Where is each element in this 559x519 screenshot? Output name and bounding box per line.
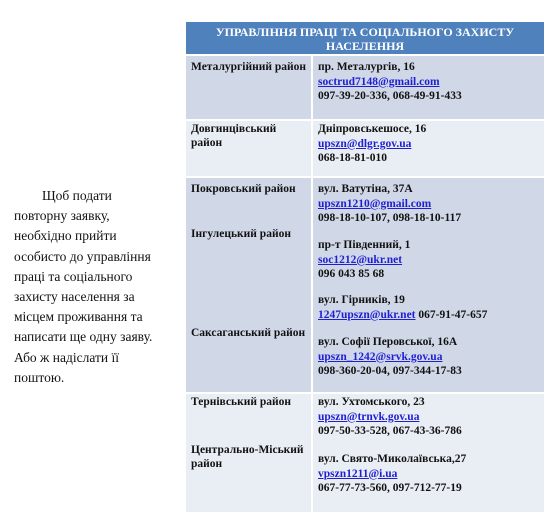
intro-line: праці та соціального bbox=[14, 268, 133, 284]
intro-text bbox=[14, 186, 172, 388]
office-address: пр. Металургів, 16 soctrud7148@gmail.com 097-39-20-336, 068-49-91-433 bbox=[318, 61, 462, 103]
intro-line: написати ще одну заяву. bbox=[14, 329, 153, 345]
intro-line: захисту населення за bbox=[14, 289, 135, 305]
office-address: пр-т Південний, 1 soc1212@ukr.net 096 043 85 68 bbox=[318, 239, 411, 281]
table-header: УПРАВЛІННЯ ПРАЦІ ТА СОЦІАЛЬНОГО ЗАХИСТУ НАСЕЛЕННЯ bbox=[186, 22, 544, 56]
district-name: Покровський район bbox=[191, 183, 296, 195]
intro-line: Щоб подати bbox=[42, 188, 112, 203]
office-address: Дніпровськешосе, 16 upszn@dlgr.gov.ua 068-18-81-010 bbox=[318, 123, 427, 165]
intro-line: Або ж надіслати її bbox=[14, 349, 119, 365]
intro-line: повторну заявку, bbox=[14, 208, 110, 224]
email-link[interactable]: soctrud7148@gmail.com bbox=[318, 75, 440, 88]
district-name: Інгулецький район bbox=[191, 228, 291, 240]
district-name: Металургійний район bbox=[191, 61, 306, 73]
intro-line: поштою. bbox=[14, 369, 65, 385]
email-link[interactable]: upszn@dlgr.gov.ua bbox=[318, 137, 412, 150]
offices-table bbox=[186, 22, 544, 510]
intro-line: необхідно прийти bbox=[14, 228, 117, 244]
office-address: вул. Ватутіна, 37А upszn1210@gmail.com 098-18-10-107, 098-18-10-117 bbox=[318, 183, 462, 225]
office-address: вул. Ухтомського, 23 upszn@trnvk.gov.ua 097-50-33-528, 067-43-36-786 bbox=[318, 396, 462, 438]
district-name: Центрально-Міський район bbox=[191, 444, 304, 470]
office-address: вул. Свято-Миколаївська,27 vpszn1211@i.ua 067-77-73-560, 097-712-77-19 bbox=[318, 453, 467, 495]
email-link[interactable]: vpszn1211@i.ua bbox=[318, 467, 398, 480]
district-name: Тернівський район bbox=[191, 396, 291, 408]
email-link[interactable]: 1247upszn@ukr.net bbox=[318, 308, 416, 321]
email-link[interactable]: soc1212@ukr.net bbox=[318, 253, 403, 266]
office-address: вул. Гірників, 19 1247upszn@ukr.net 067-91-47-657 bbox=[318, 294, 488, 321]
district-name: Довгинцівський район bbox=[191, 123, 277, 149]
email-link[interactable]: upszn_1242@srvk.gov.ua bbox=[318, 350, 443, 363]
email-link[interactable]: upszn1210@gmail.com bbox=[318, 197, 432, 210]
intro-line: особисто до управління bbox=[14, 248, 151, 264]
email-link[interactable]: upszn@trnvk.gov.ua bbox=[318, 410, 420, 423]
intro-line: місцем проживання та bbox=[14, 309, 143, 325]
office-address: вул. Софії Перовської, 16А upszn_1242@srvk.gov.ua 098-360-20-04, 097-344-17-83 bbox=[318, 336, 462, 378]
district-name: Саксаганський район bbox=[191, 327, 306, 339]
